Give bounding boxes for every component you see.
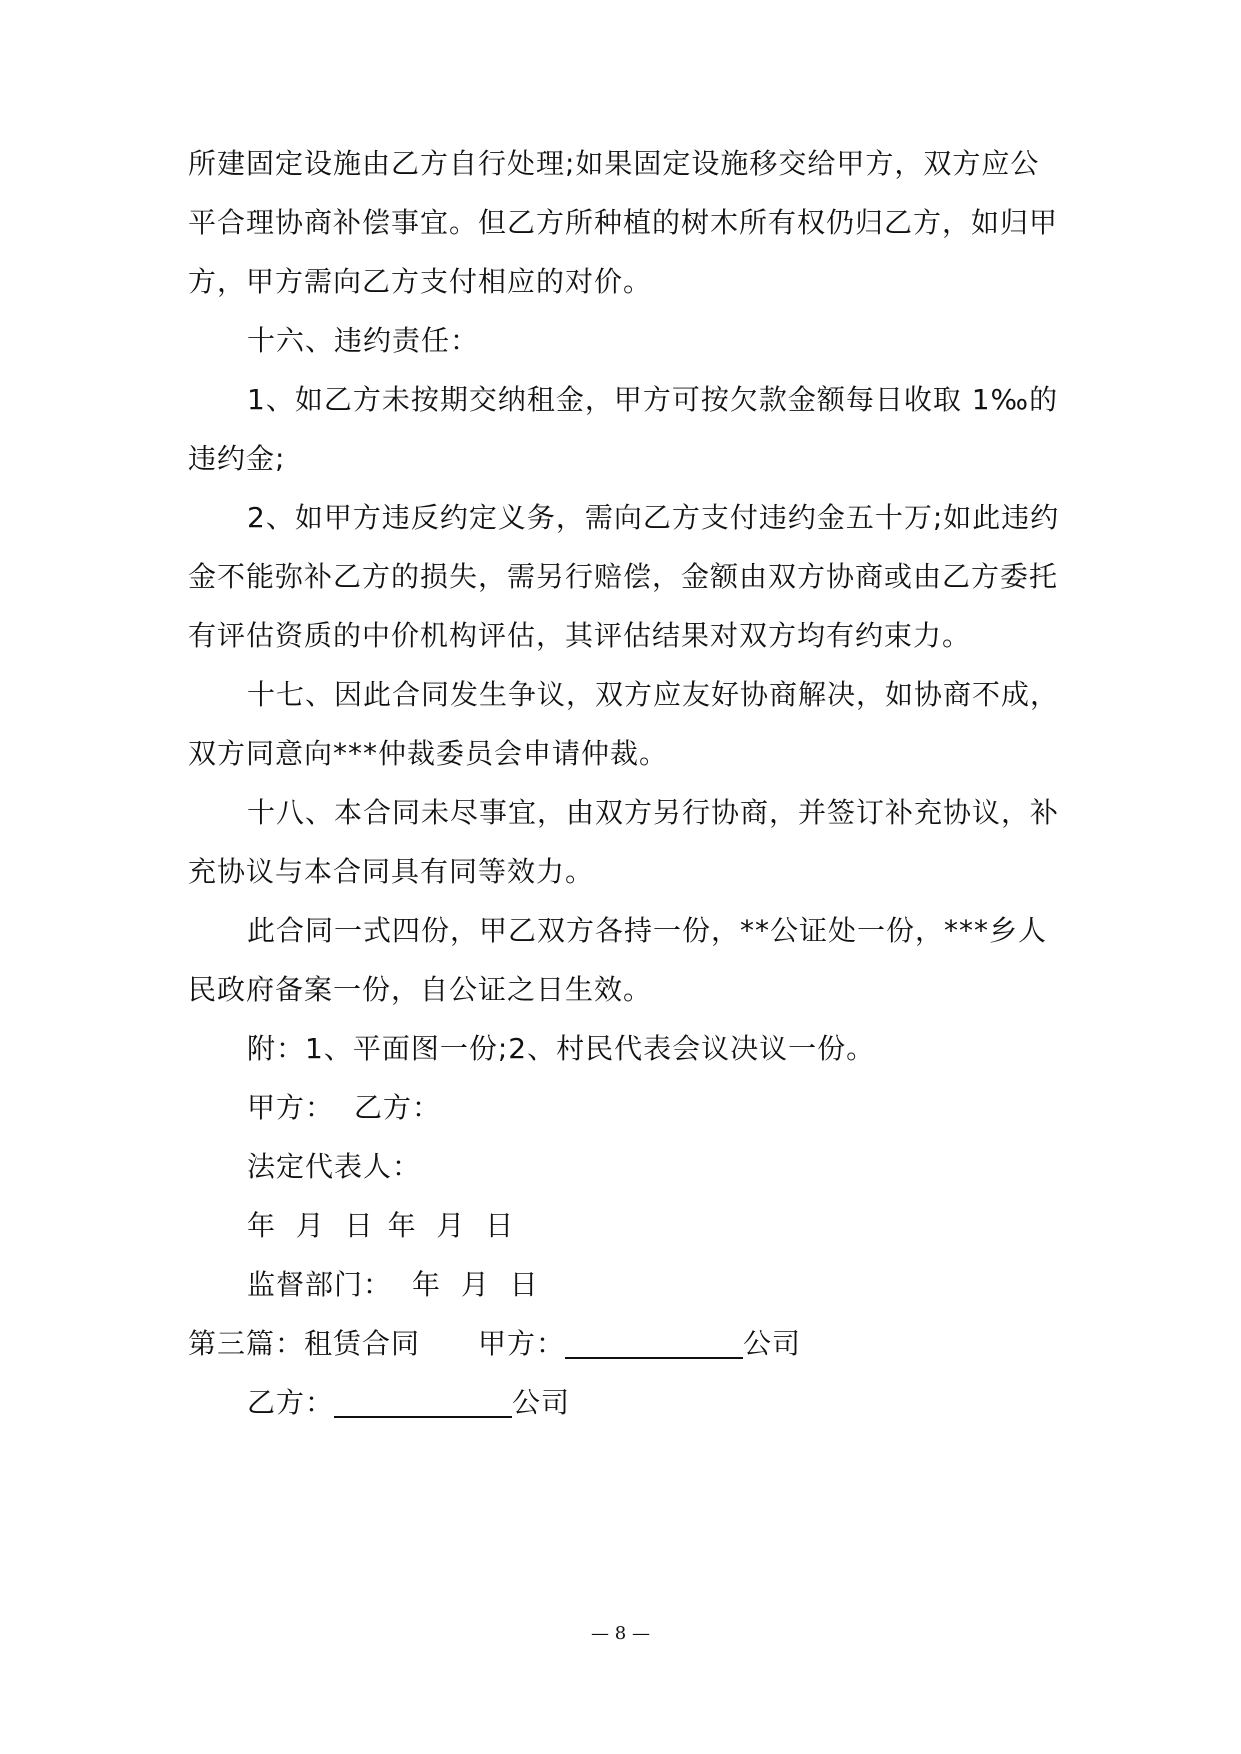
lessee-company-suffix: 公司 (512, 1386, 571, 1419)
body-text-line: 2、如甲方违反约定义务，需向乙方支付违约金五十万;如此违约 (247, 501, 1060, 534)
lessor-label: 甲方： (478, 1327, 566, 1360)
party-a-label: 甲方： (247, 1091, 335, 1124)
section-three-title: 第三篇：租赁合同 (188, 1327, 421, 1360)
lessee-line (247, 1386, 570, 1420)
page-number: — 8 — (591, 1623, 650, 1644)
body-text-line: 平合理协商补偿事宜。但乙方所种植的树木所有权仍归乙方，如归甲 (188, 206, 1059, 239)
section-heading-breach: 十六、违约责任： (247, 324, 480, 357)
body-text-line: 有评估资质的中价机构评估，其评估结果对双方均有约束力。 (188, 619, 972, 652)
date-field-a: 年 月 日 (247, 1209, 374, 1242)
party-b-label: 乙方： (354, 1091, 442, 1124)
body-text-line: 民政府备案一份，自公证之日生效。 (188, 973, 653, 1006)
body-text-line: 此合同一式四份，甲乙双方各持一份，**公证处一份，***乡人 (247, 914, 1048, 947)
lessor-name-blank (565, 1329, 743, 1359)
body-text-line: 双方同意向***仲裁委员会申请仲裁。 (188, 737, 669, 770)
body-text-line: 十七、因此合同发生争议，双方应友好协商解决，如协商不成， (247, 678, 1060, 711)
body-text-line: 充协议与本合同具有同等效力。 (188, 855, 595, 888)
lessee-name-blank (334, 1388, 512, 1418)
body-text-line: 所建固定设施由乙方自行处理;如果固定设施移交给甲方，双方应公 (188, 147, 1040, 180)
body-text-line: 1、如乙方未按期交纳租金，甲方可按欠款金额每日收取 1‰的 (247, 383, 1059, 416)
date-field-b: 年 月 日 (387, 1209, 515, 1242)
section-three-line (188, 1327, 801, 1361)
body-text-line: 金不能弥补乙方的损失，需另行赔偿，金额由双方协商或由乙方委托 (188, 560, 1059, 593)
body-text-line: 违约金; (188, 442, 286, 475)
legal-representative-label: 法定代表人： (247, 1150, 422, 1183)
lessor-company-suffix: 公司 (743, 1327, 802, 1360)
attachments-line: 附：1、平面图一份;2、村民代表会议决议一份。 (247, 1032, 876, 1065)
supervisor-line (247, 1268, 539, 1302)
supervisor-label: 监督部门： (247, 1268, 393, 1301)
body-text-line: 十八、本合同未尽事宜，由双方另行协商，并签订补充协议，补 (247, 796, 1060, 829)
signature-dates-line (247, 1209, 514, 1243)
signature-parties-line (247, 1091, 441, 1125)
lessee-label: 乙方： (247, 1386, 335, 1419)
body-text-line: 方，甲方需向乙方支付相应的对价。 (188, 265, 653, 298)
date-field-c: 年 月 日 (412, 1268, 539, 1301)
